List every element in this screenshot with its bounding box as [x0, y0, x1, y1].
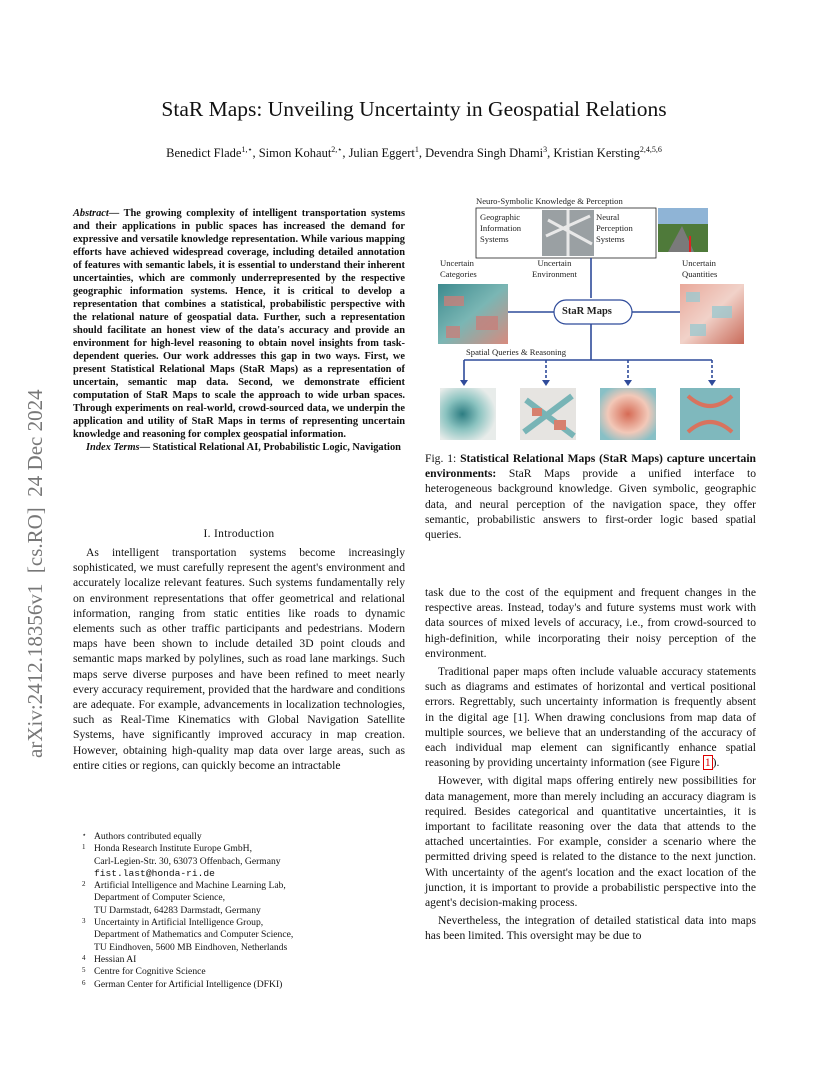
footnote: 2 Artificial Intelligence and Machine Learning Lab, Department of Computer Science, TU Darmstadt, 64283 Darmstadt, Germany [82, 880, 286, 916]
author: Kristian Kersting$^{2,4,5,6}$ [553, 145, 662, 161]
intro-paragraph: As intelligent transportation systems become increasingly sophisticated, we must carefully represent the agent's environment and accurately localize relevant features. Such systems fundamentally rely on environment representations that offer geometrical and relational information, ranging from static entities like roads to dynamic elements such as other traffic participants and pedestrians. Modern maps have been shown to include detailed 3D point clouds and semantic maps marked by polylines, such as road lane markings. Such maps serve diverse purposes and have been refined to meet nearly every accuracy requirement, provided that the hardware and conditions are adequate. For example, advancements in localization technologies, such as Real-Time Kinematics with Global Navigation Satellite Systems, have significantly improved accuracy in map creation. However, obtaining high-quality map data over large areas, such as entire cities or regions, can quickly become an intractable [73, 546, 405, 772]
footnote: 4 Hessian AI [82, 953, 137, 965]
footnote: 5 Centre for Cognitive Science [82, 966, 206, 978]
right-paragraph-1: task due to the cost of the equipment and frequent changes in the respective areas. Instead, today's and future systems must work with data sources of mixed levels of accuracy, i.e., from crowd-sourced to high-definition, while incorporating their noisy perception of the environment. [425, 586, 756, 660]
footnotes [82, 831, 412, 991]
author: Devendra Singh Dhami$^3$ [425, 145, 548, 161]
uncertain-environment-label: Uncertain Environment [532, 258, 577, 279]
intro-column-right [425, 585, 756, 944]
right-paragraph-4: Nevertheless, the integration of detailed statistical data into maps has been limited. This oversight may be due to [425, 914, 756, 943]
footnote: 1 Honda Research Institute Europe GmbH, Carl-Legien-Str. 30, 63073 Offenbach, Germany fist.last@honda-ri.de [82, 843, 412, 880]
author: Simon Kohaut$^{2,⋆}$ [258, 145, 343, 161]
footnote: 3 Uncertainty in Artificial Intelligence Group, Department of Mathematics and Computer Science, TU Eindhoven, 5600 MB Eindhoven, Netherlands [82, 917, 294, 953]
uncertain-quantities-label: Uncertain Quantities [682, 258, 718, 279]
abstract-text: — The growing complexity of intelligent transportation systems and their applications in public spaces has increased the demand for expressive and versatile knowledge representation. While various mapping efforts have achieved widespread coverage, including detailed annotation of features with semantic labels, it is essential to understand their inherent uncertainties, which are commonly underrepresented by the respective geographic information systems. Hence, it is critical to develop a representation that combines a statistical, probabilistic perspective with the relational nature of geospatial data. Further, such a representation should facilitate an honest view of the data's accuracy and provide an environment for high-level reasoning to obtain novel insights from task-dependent queries. Our work addresses this gap in two ways. First, we present Statistical Relational Maps (StaR Maps) as a representation of uncertain, semantic map data. Second, we demonstrate efficient computation of StaR Maps to scale the approach to wide urban spaces. Through experiments on real-world, crowd-sourced data, we underpin the application and utility of StaR Maps in terms of representing uncertain knowledge and reasoning for complex geospatial information. [73, 208, 405, 440]
caption-bold: Statistical Relational Maps (StaR Maps) capture uncertain environments: [425, 452, 756, 481]
intro-column-left [73, 545, 405, 773]
neural-label: Neural Perception Systems [596, 212, 633, 244]
right-paragraph-2: Traditional paper maps often include valuable accuracy statements such as diagrams and estimates of horizontal and vertical positional errors. Regrettably, such uncertainty information is frequently absent in the digital age [1]. When drawing conclusions from map data of multiple sources, we believe that an understanding of the accuracy of each individual map element can significantly enhance spatial reasoning by providing uncertainty information (see Figure 1 ). [425, 665, 756, 770]
figure-1 [436, 196, 746, 446]
author: Benedict Flade$^{1,⋆}$ [166, 145, 253, 161]
figure-top-label: Neuro-Symbolic Knowledge & Perception [476, 196, 623, 206]
index-terms-text: — Statistical Relational AI, Probabilistic Logic, Navigation [139, 442, 401, 453]
footnote: 6 German Center for Artificial Intelligence (DFKI) [82, 978, 283, 990]
caption-prefix: Fig. 1: [425, 452, 461, 465]
star-maps-label: StaR Maps [562, 306, 612, 317]
query-result-1 [440, 388, 496, 440]
right-paragraph-3: However, with digital maps offering entirely new possibilities for data management, more than merely including an accuracy diagram is required. Besides categorical and quantitative uncertainties, it is important to facilitate reasoning over the data that attends to the attached uncertainties. For example, consider a scenario where the permitted driving speed is related to the distance to the next junction. With uncertainty of the agent's location and the exact location of the junction, it is important to provide a probabilistic perspective into the agent's decision-making process. [425, 774, 756, 910]
abstract [73, 207, 405, 454]
query-result-3 [600, 388, 656, 440]
arxiv-identifier-text: arXiv:2412.18356v1 [cs.RO] 24 Dec 2024 [23, 389, 47, 758]
spatial-queries-label: Spatial Queries & Reasoning [466, 347, 567, 357]
abstract-label: Abstract [73, 208, 109, 219]
uncertain-categories-label: Uncertain Categories [440, 258, 477, 279]
author: Julian Eggert$^1$ [348, 145, 419, 161]
index-terms [73, 441, 405, 454]
caption-text: StaR Maps provide a unified interface to heterogeneous background knowledge. Given symbolic, geographic data, and neural perception of the navigation space, they offer semantic, probabilistic answers to first-order logic based spatial queries. [425, 467, 756, 542]
author-list: Benedict Flade$^{1,⋆}$, Simon Kohaut$^{2,⋆}$, Julian Eggert$^1$, Devendra Singh Dhami$^3$, Kristian Kersting$^{2,4,5,6}$ [166, 145, 662, 161]
index-terms-label: Index Terms [86, 442, 140, 453]
footnote: ⋆ Authors contributed equally [82, 831, 202, 842]
figure-caption [425, 451, 756, 542]
gis-label: Geographic Information Systems [480, 212, 522, 244]
figure-reference-link[interactable]: 1 [704, 756, 711, 770]
footnote-email[interactable]: fist.last@honda-ri.de [94, 867, 215, 879]
section-heading-introduction: I. Introduction [203, 528, 275, 540]
paper-title: StaR Maps: Unveiling Uncertainty in Geospatial Relations [161, 97, 667, 121]
arxiv-identifier [22, 290, 48, 760]
